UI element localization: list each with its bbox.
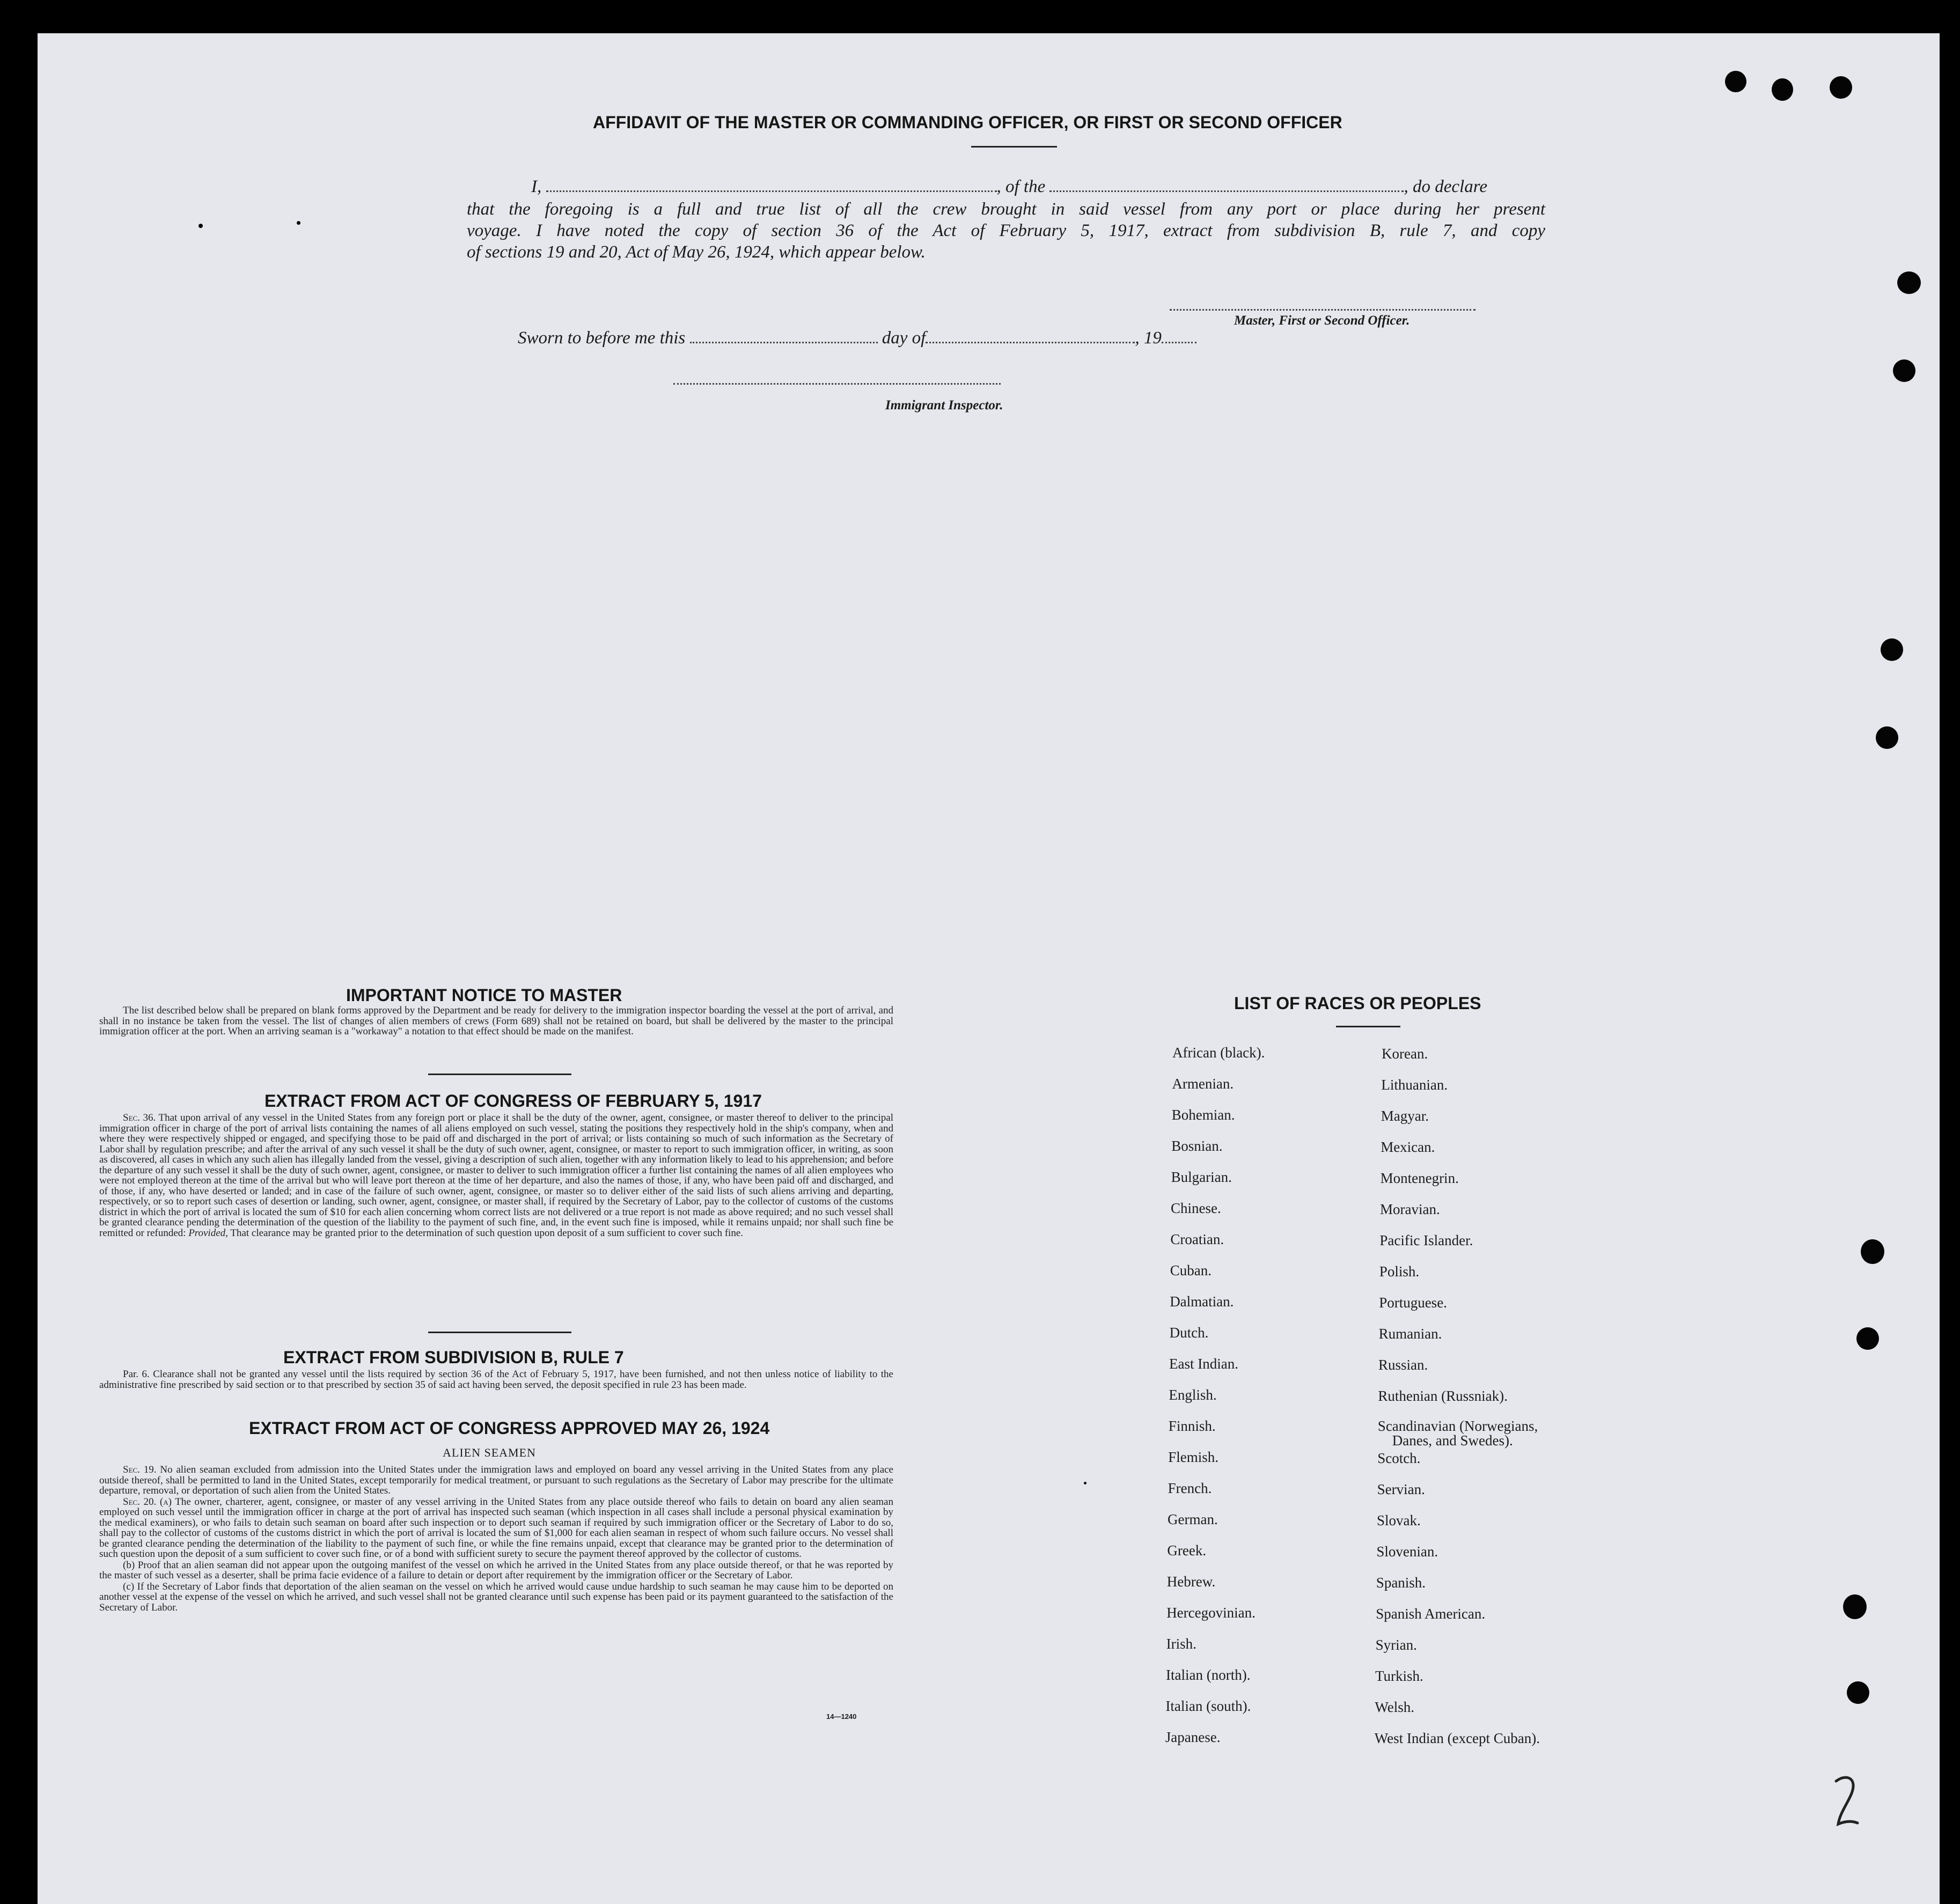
race-item: Magyar. <box>1381 1108 1429 1124</box>
punch-hole <box>1830 76 1852 99</box>
form-page <box>38 33 1940 1904</box>
punch-hole <box>1772 78 1793 101</box>
vessel-blank[interactable] <box>1049 186 1404 192</box>
race-item: Italian (north). <box>1166 1667 1251 1683</box>
race-item: Korean. <box>1382 1046 1428 1062</box>
race-item: Mexican. <box>1381 1139 1435 1155</box>
sworn-line <box>518 328 1196 348</box>
punch-hole <box>1876 726 1898 749</box>
sworn-month-blank[interactable] <box>926 337 1135 343</box>
race-item: Chinese. <box>1171 1200 1221 1216</box>
rule7-paragraph: Par. 6. Clearance shall not be granted any vessel until the lists required by section 36 of the Act of February 5, 1917, have been furnished, and not then unless notice of liability to the administrative fine prescribed by said section or to that prescribed by section 35 of said act having been served, the deposit specified in rule 23 has been made. <box>99 1369 893 1391</box>
sworn-prefix: Sworn to before me this <box>518 328 686 348</box>
provided-text: That clearance may be granted prior to the determination of such question upon deposit of a sum sufficient to cover such fine. <box>230 1227 743 1239</box>
punch-hole <box>1881 638 1903 661</box>
race-item: Lithuanian. <box>1381 1077 1448 1093</box>
alien-seamen-subtitle: ALIEN SEAMEN <box>443 1446 536 1459</box>
sec20c-paragraph: (c) If the Secretary of Labor finds that deportation of the alien seaman on the vessel on which he arrived would cause undue hardship to such seaman he may cause him to be deported on another vessel at the expense of the vessel on which he arrived, and such vessel shall not be granted clearance until such expense has been paid or its payment guaranteed to the satisfaction of the Secretary of Labor. <box>99 1580 893 1613</box>
punch-hole <box>1847 1681 1869 1704</box>
rule7-title: EXTRACT FROM SUBDIVISION B, RULE 7 <box>283 1348 624 1367</box>
punch-hole <box>1893 359 1915 382</box>
extract-1924-text <box>99 1465 893 1613</box>
affidavit-title-rule <box>971 146 1057 148</box>
signature-caption: Master, First or Second Officer. <box>1234 313 1410 328</box>
race-item: French. <box>1168 1480 1212 1496</box>
provided-label: Provided, <box>188 1227 228 1239</box>
race-item: Servian. <box>1377 1481 1425 1497</box>
race-item: Syrian. <box>1375 1637 1417 1653</box>
race-item: English. <box>1169 1387 1217 1403</box>
affidavit-line-1 <box>531 177 1487 197</box>
race-item: Dutch. <box>1169 1325 1209 1341</box>
speck <box>1084 1482 1087 1484</box>
race-item: Polish. <box>1379 1263 1420 1280</box>
race-item: Moravian. <box>1380 1201 1440 1217</box>
sec19-paragraph <box>99 1465 893 1496</box>
race-item: Dalmatian. <box>1170 1293 1234 1310</box>
affidavit-title: AFFIDAVIT OF THE MASTER OR COMMANDING OFFICER, OR FIRST OR SECOND OFFICER <box>593 113 1342 132</box>
races-title: LIST OF RACES OR PEOPLES <box>1234 994 1481 1013</box>
inspector-signature-line[interactable] <box>673 383 1001 385</box>
race-item: Flemish. <box>1168 1449 1218 1465</box>
race-item: Spanish. <box>1376 1575 1426 1591</box>
race-item: Bulgarian. <box>1171 1169 1232 1185</box>
notice-paragraph: The list described below shall be prepared on blank forms approved by the Department and be ready for delivery to the immigration inspector boarding the vessel at the port of arrival, and shall in no instance be taken from the vessel. The list of changes of alien members of crews (Form 689) shall not be retained on board, but shall be delivered by the master to the principal immigration officer at the port. When an arriving seaman is a "workaway" a notation to that effect should be made on the manifest. <box>99 1005 893 1037</box>
race-item: Slovak. <box>1377 1512 1421 1528</box>
affidavit-i: I, <box>531 177 542 196</box>
speck <box>199 224 203 228</box>
sworn-year: , 19 <box>1135 328 1162 348</box>
extract-1917-text <box>99 1113 893 1239</box>
notice-rule <box>428 1074 571 1075</box>
punch-hole <box>1897 271 1921 294</box>
notice-text <box>99 1005 893 1038</box>
race-item: Japanese. <box>1165 1729 1221 1745</box>
sec19-text: No alien seaman excluded from admission into the United States under the immigration laws and employed on board any vessel arriving in the United States from any place outside thereof, shall be permitted to land in the United States, except temporarily for medical treatment, or pursuant to such regulations as the Secretary of Labor may prescribe for the ultimate departure, removal, or deportation of such alien from the United States. <box>99 1464 893 1496</box>
sec36-label: Sec. 36. <box>123 1112 156 1123</box>
sworn-day-of: day of <box>882 328 926 348</box>
signature-line[interactable] <box>1170 309 1475 311</box>
sec20a-text: The owner, charterer, agent, consignee, or master of any vessel arriving in the United States from any place outside thereof who fails to detain on board any alien seaman employed on such vessel until the immigration officer in charge at the port of arrival has inspected such seaman (which inspection in all cases shall include a personal physical examination by the medical examiners), or who fails to detain such seaman on board after such inspection or to deport such seaman if required by such immigration officer or the Secretary of Labor to do so, shall pay to the collector of customs of the customs district in which the port of arrival is located the sum of $1,000 for each alien seaman in respect of whom such failure occurs. No vessel shall be granted clearance pending the determination of the liability to the payment of such fine, or while the fine remains unpaid, except that clearance may be granted prior to the determination of such question upon the deposit of a sum sufficient to cover such fine, or of a bond with sufficient surety to secure the payment thereof approved by the collector of customs. <box>99 1496 893 1560</box>
race-item: Bosnian. <box>1171 1138 1223 1154</box>
sec36-text: That upon arrival of any vessel in the United States from any foreign port or place it shall be the duty of the owner, agent, consignee, or master thereof to deliver to the principal immigration officer in charge of the port of arrival lists containing the names of all aliens employed on such vessel, stating the positions they respectively hold in the ship's company, when and where they were respectively shipped or engaged, and specifying those to be paid off and discharged in the port of arrival; or lists containing so much of such information as the Secretary of Labor shall by regulation prescribe; and after the arrival of any such vessel it shall be the duty of such owner, agent, consignee, or master to report to such immigration officer, in writing, as soon as discovered, all cases in which any such alien has illegally landed from the vessel, giving a description of such alien, together with any information likely to lead to his apprehension; and before the departure of any such vessel it shall be the duty of such owner, agent, consignee, or master to deliver to such immigration officer a further list containing the names of all alien employees who were not employed thereon at the time of the arrival but who will leave port thereon at the time of her departure, and also the names of those, if any, who have been paid off and discharged, and of those, if any, who have deserted or landed; and in case of the failure of such owner, agent, consignee, or master so to deliver either of the said lists of such aliens arriving and departing, respectively, or so to report such cases of desertion or landing, such owner, agent, consignee, or master shall, if required by the Secretary of Labor, pay to the collector of customs of the customs district in which the port of arrival is located the sum of $10 for each alien concerning whom correct lists are not delivered or a true report is not made as above required; and no such vessel shall be granted clearance pending the determination of the question of the liability to the payment of such fine, and, in the event such fine is imposed, while it remains unpaid; nor shall such fine be remitted or refunded: <box>99 1112 893 1239</box>
race-item: Rumanian. <box>1378 1326 1442 1342</box>
race-item: Irish. <box>1166 1636 1196 1652</box>
race-item: Greek. <box>1167 1542 1207 1559</box>
race-item: Montenegrin. <box>1380 1170 1459 1186</box>
race-item: Croatian. <box>1170 1231 1224 1247</box>
races-title-rule <box>1336 1026 1400 1027</box>
handwritten-page-mark <box>1830 1771 1862 1831</box>
form-number: 14—1240 <box>826 1712 857 1721</box>
race-item: Scandinavian (Norwegians, Danes, and Swedes). <box>1377 1418 1538 1449</box>
extract-1924-title: EXTRACT FROM ACT OF CONGRESS APPROVED MAY 26, 1924 <box>249 1418 770 1438</box>
race-item: Hercegovinian. <box>1166 1605 1256 1621</box>
sec36-paragraph <box>99 1113 893 1238</box>
race-item: Portuguese. <box>1379 1295 1447 1311</box>
race-item: East Indian. <box>1169 1356 1238 1372</box>
race-item: Welsh. <box>1375 1699 1414 1715</box>
affidavit-declare: , do declare <box>1404 177 1487 196</box>
punch-hole <box>1843 1594 1867 1619</box>
race-item: Russian. <box>1378 1357 1428 1373</box>
affidavit-line-2: that the foregoing is a full and true list of all the crew brought in said vessel from any port or place during her present <box>467 200 1545 219</box>
race-item: Italian (south). <box>1165 1698 1251 1714</box>
sec20a-paragraph <box>99 1497 893 1560</box>
speck <box>297 221 300 225</box>
name-blank[interactable] <box>546 186 997 192</box>
inspector-caption: Immigrant Inspector. <box>885 398 1003 413</box>
race-item: Hebrew. <box>1166 1574 1216 1590</box>
race-item: Cuban. <box>1170 1262 1212 1278</box>
punch-hole <box>1861 1239 1884 1264</box>
race-item: Scotch. <box>1377 1450 1421 1466</box>
race-item: Finnish. <box>1168 1418 1216 1434</box>
race-item: African (black). <box>1172 1045 1265 1061</box>
sworn-year-blank[interactable] <box>1162 337 1196 343</box>
punch-hole <box>1725 71 1746 92</box>
notice-title: IMPORTANT NOTICE TO MASTER <box>346 986 622 1005</box>
sworn-day-blank[interactable] <box>690 337 878 343</box>
race-item: West Indian (except Cuban). <box>1374 1730 1540 1746</box>
sec19-label: Sec. 19. <box>123 1464 157 1475</box>
race-item: Turkish. <box>1375 1668 1423 1684</box>
race-item: Spanish American. <box>1376 1606 1486 1622</box>
race-item: Pacific Islander. <box>1379 1232 1473 1248</box>
extract-1917-rule <box>428 1332 571 1333</box>
race-item: German. <box>1168 1511 1218 1527</box>
affidavit-of-the: , of the <box>996 177 1046 196</box>
affidavit-line-3: voyage. I have noted the copy of section 36 of the Act of February 5, 1917, extract from subdivision B, rule 7, and copy <box>467 221 1545 240</box>
sec20-label: Sec. 20. (a) <box>123 1496 172 1508</box>
sec20b-paragraph: (b) Proof that an alien seaman did not appear upon the outgoing manifest of the vessel on which he arrived in the United States from any place outside thereof, or that he was reported by the master of such vessel as a deserter, shall be prima facie evidence of a failure to detain or deport after requirement by the immigration officer or the Secretary of Labor. <box>99 1559 893 1581</box>
race-item: Bohemian. <box>1171 1107 1235 1123</box>
race-item: Slovenian. <box>1376 1543 1438 1560</box>
race-item: Ruthenian (Russniak). <box>1378 1388 1508 1404</box>
race-item: Armenian. <box>1172 1076 1234 1092</box>
rule7-text <box>99 1369 893 1391</box>
affidavit-line-4: of sections 19 and 20, Act of May 26, 1924, which appear below. <box>467 242 926 262</box>
punch-hole <box>1856 1327 1879 1350</box>
extract-1917-title: EXTRACT FROM ACT OF CONGRESS OF FEBRUARY 5, 1917 <box>265 1091 762 1111</box>
